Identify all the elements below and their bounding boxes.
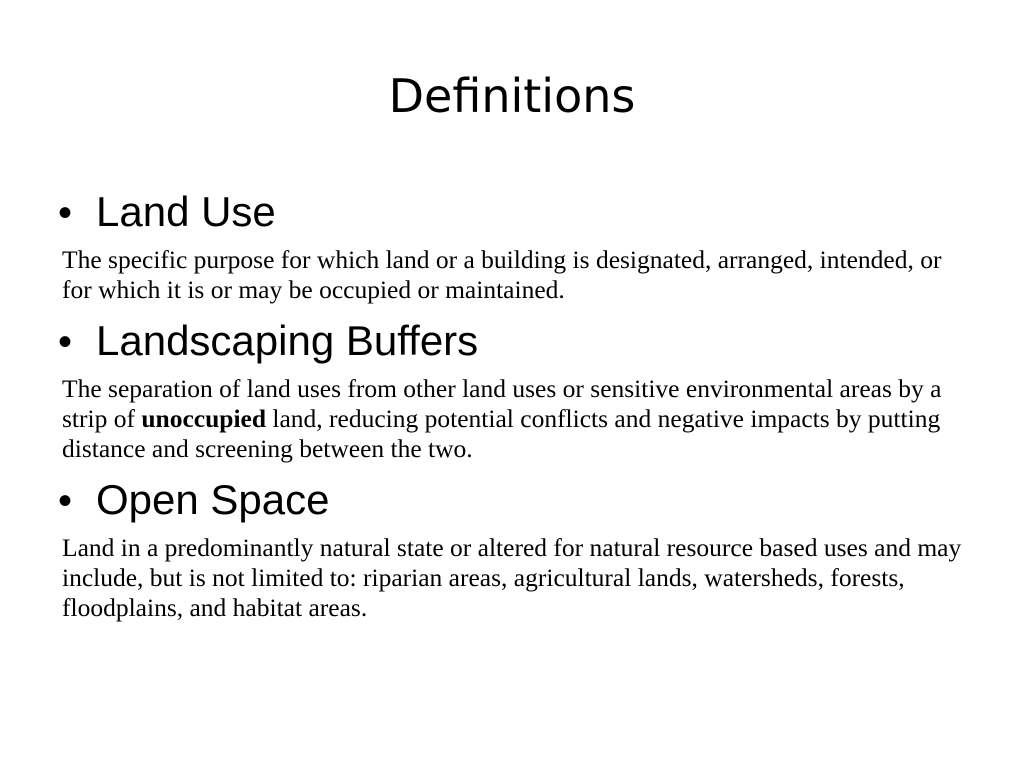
definitions-list (58, 186, 972, 633)
definition-item-landscaping-buffers (58, 315, 972, 464)
definition-text (62, 245, 967, 305)
term-heading: Land Use (96, 188, 276, 235)
definition-text-part: Land in a predominantly natural state or altered for natural resource based uses and may include, but is not limited to: riparian areas, agricultural lands, watersheds, forests, floodplains, and habitat areas. (62, 533, 962, 622)
term-row (58, 474, 972, 527)
bullet-icon: • (58, 479, 73, 523)
term-heading: Open Space (96, 476, 330, 523)
term-row (58, 186, 972, 239)
definition-emphasis: unoccupied (141, 404, 267, 433)
slide-title: Definitions (388, 69, 636, 123)
definition-text-part: The separation of land uses from other land uses or sensitive environmental areas by a strip of (62, 374, 942, 433)
definition-text (62, 533, 967, 623)
bullet-icon: • (58, 191, 73, 235)
definition-item-open-space (58, 474, 972, 623)
definition-text (62, 374, 967, 464)
definition-text-part: land, reducing potential conflicts and negative impacts by putting distance and screening between the two. (62, 404, 941, 463)
term-heading: Landscaping Buffers (96, 317, 479, 364)
definition-text-part: The specific purpose for which land or a building is designated, arranged, intended, or for which it is or may be occupied or maintained. (62, 245, 942, 304)
bullet-icon: • (58, 320, 73, 364)
term-row (58, 315, 972, 368)
definition-item-land-use (58, 186, 972, 305)
